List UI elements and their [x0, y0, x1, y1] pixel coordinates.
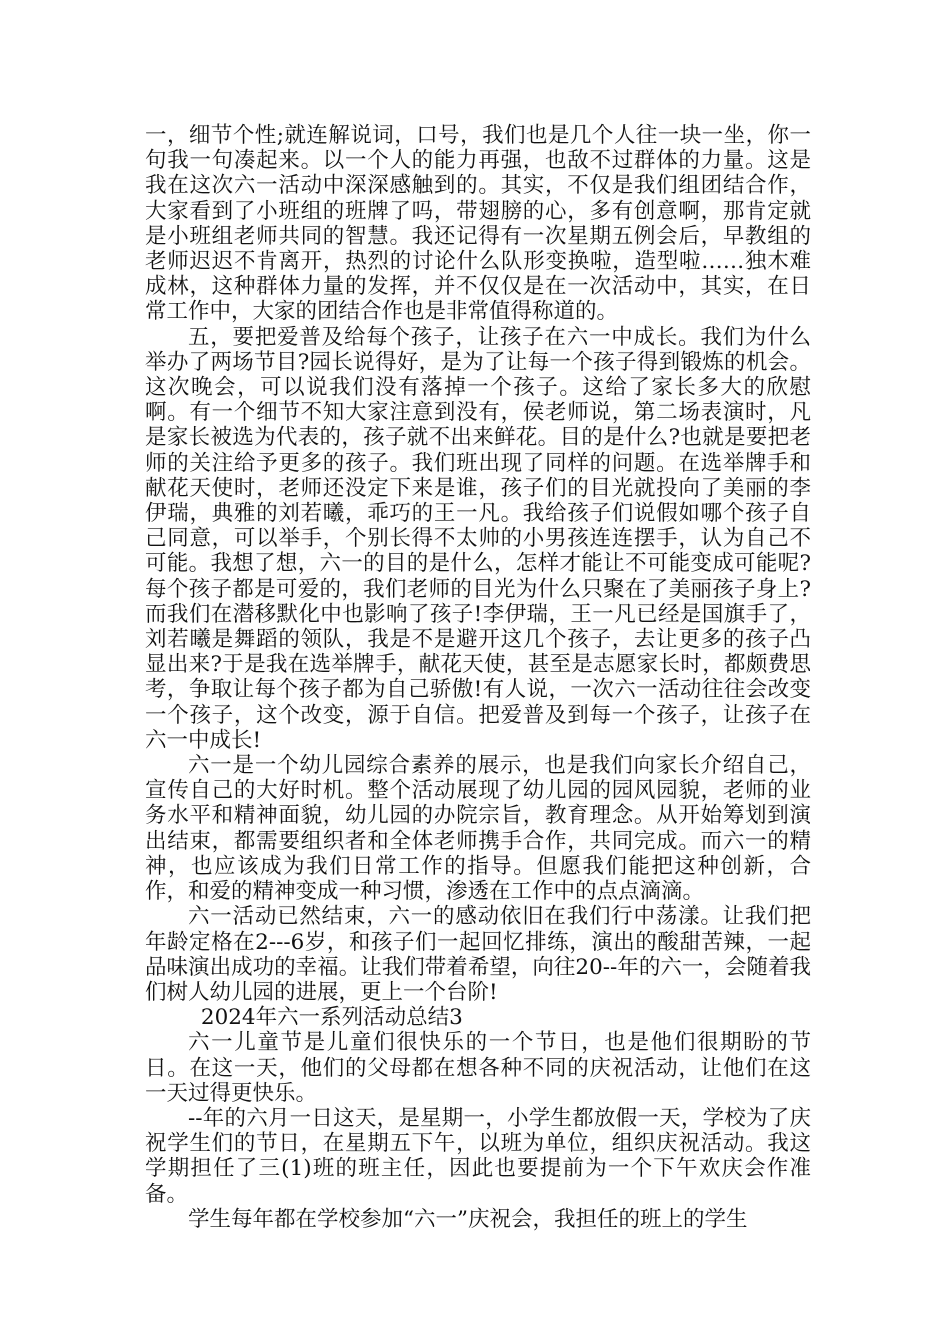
paragraph-7: 学生每年都在学校参加“六一”庆祝会，我担任的班上的学生 — [188, 1206, 748, 1232]
paragraph-1: 一，细节个性;就连解说词，口号，我们也是几个人往一块一坐，你一句我一句凑起来。以一个人的能力再强，也敌不过群体的力量。这是我在这次六一活动中深深感触到的。其实，不仅是我们组团结合作，大家看到了小班组的班牌了吗，带翅膀的心，多有创意啊，那肯定就是小班组老师共同的智慧。我还记得有一次星期五例会后，早教组的老师迟迟不肯离开，热烈的讨论什么队形变换啦，造型啦……独木难成林，这种群体力量的发挥，并不仅仅是在一次活动中，其实，在日常工作中，大家的团结合作也是非常值得称道的。 — [145, 123, 811, 325]
paragraph-5: 六一儿童节是儿童们很快乐的一个节日，也是他们很期盼的节日。在这一天，他们的父母都在想各种不同的庆祝活动，让他们在这一天过得更快乐。 — [145, 1030, 811, 1106]
paragraph-4: 六一活动已然结束，六一的感动依旧在我们行中荡漾。让我们把年龄定格在2---6岁，和孩子们一起回忆排练，演出的酸甜苦辣，一起品味演出成功的幸福。让我们带着希望，向往20--年的六一，会随着我们树人幼儿园的进展，更上一个台阶! — [145, 904, 811, 1005]
paragraph-2: 五，要把爱普及给每个孩子，让孩子在六一中成长。我们为什么举办了两场节目?园长说得好，是为了让每一个孩子得到锻炼的机会。这次晚会，可以说我们没有落掉一个孩子。这给了家长多大的欣慰啊。有一个细节不知大家注意到没有，侯老师说，第二场表演时，凡是家长被选为代表的，孩子就不出来鲜花。目的是什么?也就是要把老师的关注给予更多的孩子。我们班出现了同样的问题。在选举牌手和献花天使时，老师还没定下来是谁，孩子们的目光就投向了美丽的李伊瑞，典雅的刘若曦，乖巧的王一凡。我给孩子们说假如哪个孩子自己同意，可以举手，个别长得不太帅的小男孩连连摆手，认为自己不可能。我想了想，六一的目的是什么，怎样才能让不可能变成可能呢?每个孩子都是可爱的，我们老师的目光为什么只聚在了美丽孩子身上?而我们在潜移默化中也影响了孩子!李伊瑞，王一凡已经是国旗手了，刘若曦是舞蹈的领队，我是不是避开这几个孩子，去让更多的孩子凸显出来?于是我在选举牌手，献花天使，甚至是志愿家长时，都颇费思考，争取让每个孩子都为自己骄傲!有人说，一次六一活动往往会改变一个孩子，这个改变，源于自信。把爱普及到每一个孩子，让孩子在六一中成长! — [145, 324, 811, 753]
section-heading: 2024年六一系列活动总结3 — [200, 1005, 463, 1031]
paragraph-6: --年的六月一日这天，是星期一，小学生都放假一天，学校为了庆祝学生们的节日，在星期五下午，以班为单位，组织庆祝活动。我这学期担任了三(1)班的班主任，因此也要提前为一个下午欢庆会作准备。 — [145, 1105, 811, 1207]
paragraph-3: 六一是一个幼儿园综合素养的展示，也是我们向家长介绍自己，宣传自己的大好时机。整个活动展现了幼儿园的园风园貌，老师的业务水平和精神面貌，幼儿园的办院宗旨，教育理念。从开始筹划到演出结束，都需要组织者和全体老师携手合作，共同完成。而六一的精神，也应该成为我们日常工作的指导。但愿我们能把这种创新，合作，和爱的精神变成一种习惯，渗透在工作中的点点滴滴。 — [145, 753, 811, 905]
document-body — [145, 123, 811, 1232]
